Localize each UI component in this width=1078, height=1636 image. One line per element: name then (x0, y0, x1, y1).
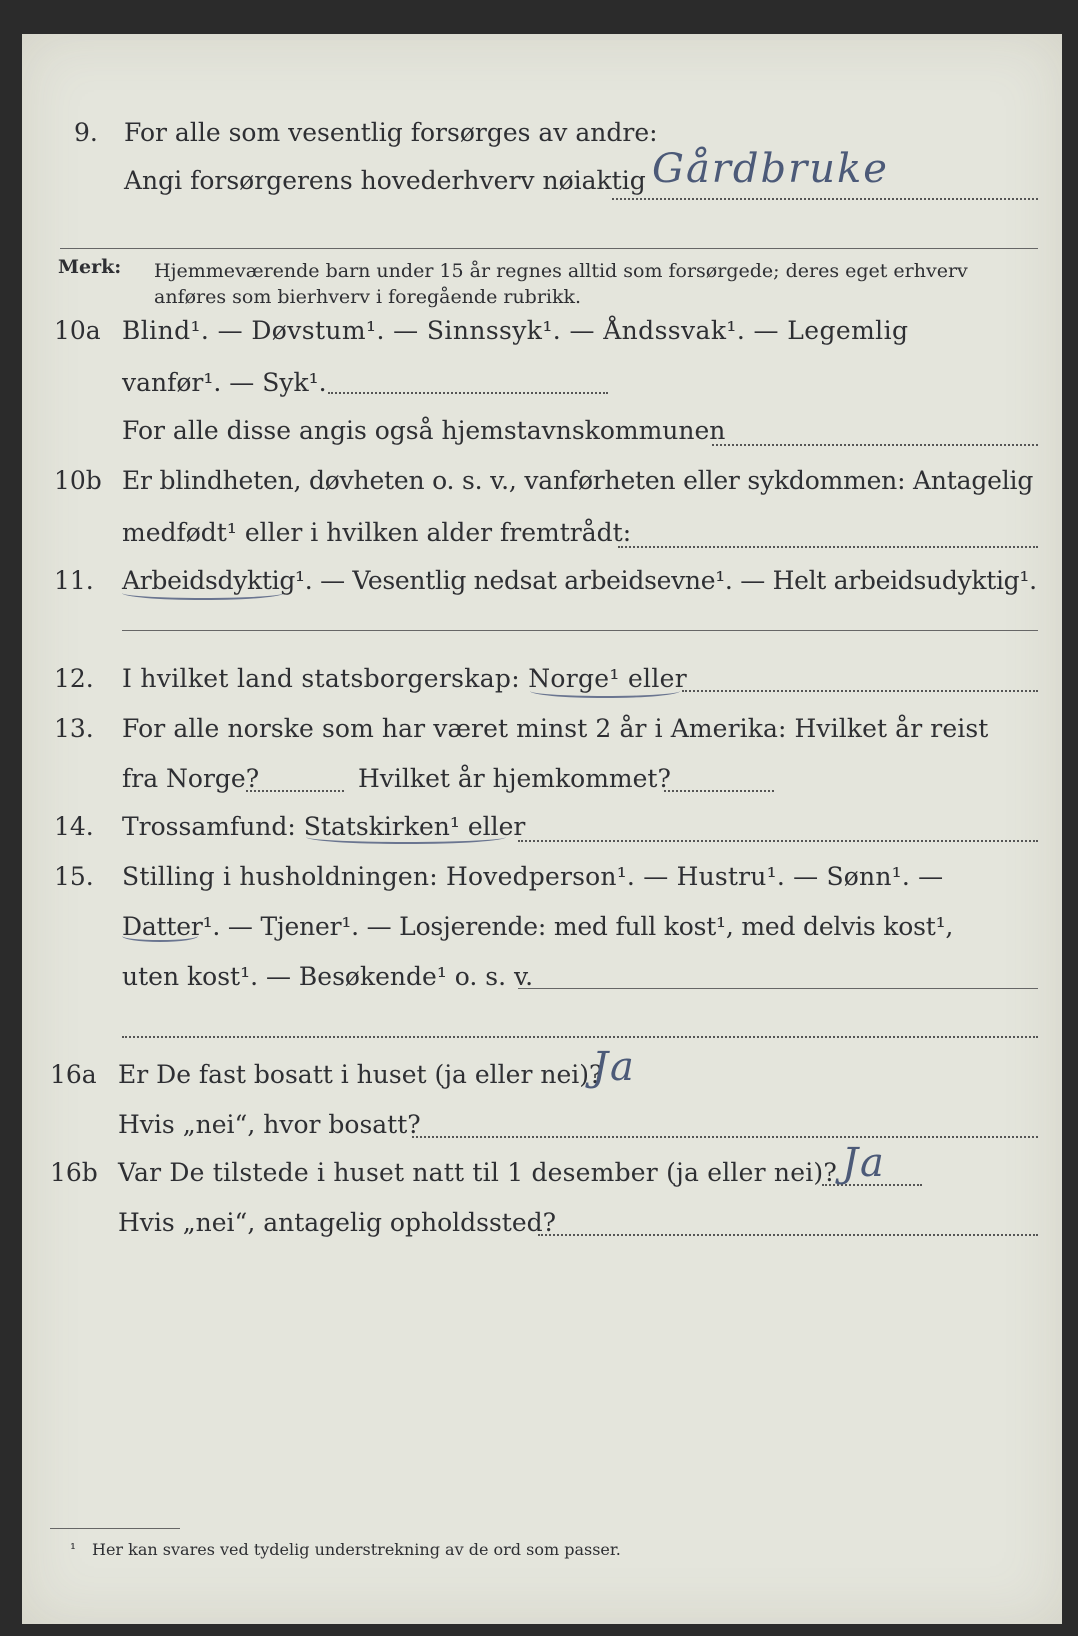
q13-line1: For alle norske som har været minst 2 år i Amerika: Hvilket år reist (122, 714, 989, 743)
q14-underline-mark (306, 830, 506, 844)
q11-number: 11. (54, 566, 94, 595)
merk-line1: Hjemmeværende barn under 15 år regnes alltid som forsørgede; deres eget erhverv (154, 260, 968, 282)
footnote-rule (50, 1528, 180, 1529)
q15-extra-line[interactable] (122, 1036, 1038, 1038)
q9-line2: Angi forsørgerens hovederhverv nøiaktig (124, 166, 646, 195)
q10b-answer-line[interactable] (618, 546, 1038, 548)
q16b-line1: Var De tilstede i huset natt til 1 desember (ja eller nei)? (118, 1158, 837, 1187)
q12-line1: I hvilket land statsborgerskap: Norge¹ eller (122, 664, 687, 693)
q16a-handwritten-answer: Ja (592, 1044, 636, 1090)
q11-underline-mark (122, 586, 284, 600)
q13-number: 13. (54, 714, 94, 743)
q16b-line2: Hvis „nei“, antagelig opholdssted? (118, 1208, 557, 1237)
q9-answer-line[interactable] (612, 198, 1038, 200)
q12-answer-line[interactable] (682, 690, 1038, 692)
q10a-number: 10a (54, 316, 101, 345)
footnote-text: Her kan svares ved tydelig understrekning av de ord som passer. (92, 1540, 621, 1559)
q10b-line1: Er blindheten, døvheten o. s. v., vanførheten eller sykdommen: Antagelig (122, 466, 1034, 495)
q15-line1: Stilling i husholdningen: Hovedperson¹. — Hustru¹. — Sønn¹. — (122, 862, 944, 891)
q10a-line2: vanfør¹. — Syk¹. (122, 368, 327, 397)
q16b-handwritten-answer: Ja (842, 1140, 886, 1186)
section-divider (60, 248, 1038, 249)
q14-answer-line[interactable] (518, 840, 1038, 842)
q15-number: 15. (54, 862, 94, 891)
q15-answer-line[interactable] (518, 988, 1038, 989)
q14-number: 14. (54, 812, 94, 841)
q16a-bosatt-line[interactable] (412, 1136, 1038, 1138)
q13-reist-line[interactable] (246, 790, 344, 792)
footnote-mark: ¹ (70, 1540, 77, 1558)
q16a-line2: Hvis „nei“, hvor bosatt? (118, 1110, 421, 1139)
q9-number: 9. (74, 118, 98, 147)
q16b-number: 16b (50, 1158, 98, 1187)
q16a-line1: Er De fast bosatt i huset (ja eller nei)? (118, 1060, 603, 1089)
q12-underline-mark (530, 684, 680, 698)
q15-underline-mark (122, 930, 198, 942)
q10b-number: 10b (54, 466, 102, 495)
merk-line2: anføres som bierhverv i foregående rubrikk. (154, 286, 582, 308)
q13-hjemkommet-line[interactable] (664, 790, 774, 792)
q9-line1: For alle som vesentlig forsørges av andre: (124, 118, 658, 147)
q10a-line1: Blind¹. — Døvstum¹. — Sinnssyk¹. — Åndssvak¹. — Legemlig (122, 316, 909, 345)
q16b-opholdssted-line[interactable] (538, 1234, 1038, 1236)
q15-line2: Datter¹. — Tjener¹. — Losjerende: med full kost¹, med delvis kost¹, (122, 912, 954, 941)
q12-number: 12. (54, 664, 94, 693)
q13-line2b: Hvilket år hjemkommet? (358, 764, 671, 793)
q10a-kommune-line[interactable] (712, 444, 1038, 446)
q13-line2a: fra Norge? (122, 764, 260, 793)
q16a-number: 16a (50, 1060, 97, 1089)
q10b-line2: medfødt¹ eller i hvilken alder fremtrådt: (122, 518, 632, 547)
census-form-page (22, 34, 1062, 1624)
q14-line1: Trossamfund: Statskirken¹ eller (122, 812, 526, 841)
merk-label: Merk: (58, 256, 122, 278)
q15-line3: uten kost¹. — Besøkende¹ o. s. v. (122, 962, 534, 991)
q10a-line3: For alle disse angis også hjemstavnskommunen (122, 416, 726, 445)
q11-answer-line[interactable] (122, 630, 1038, 631)
q11-line1: Arbeidsdyktig¹. — Vesentlig nedsat arbeidsevne¹. — Helt arbeidsudyktig¹. (122, 566, 1037, 595)
q10a-syk-line[interactable] (328, 392, 608, 394)
q9-handwritten-answer: Gårdbruke (652, 146, 889, 192)
